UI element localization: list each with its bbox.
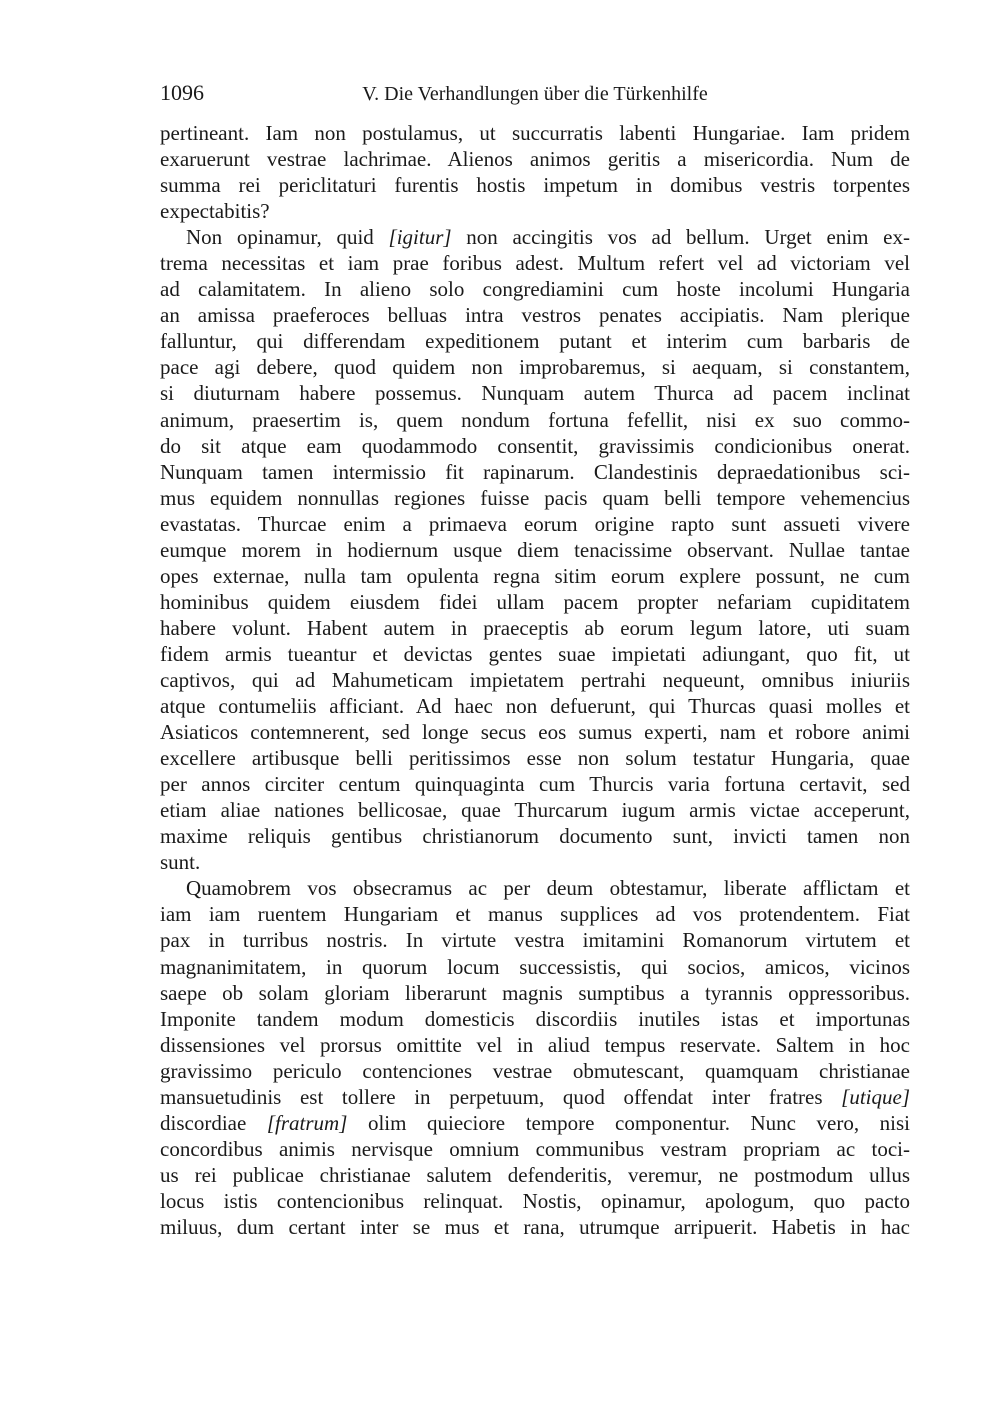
text-line: pace agi debere, quod quidem non improbaremus, si aequam, si constantem, [160,355,910,380]
text-line: fidem armis tueantur et devictas gentes suae impietati adiungant, quo fit, ut [160,641,910,666]
text-line: pax in turribus nostris. In virtute vestra imitamini Romanorum virtutem et [160,928,910,953]
text-line: exaruerunt vestrae lachrimae. Alienos animos geritis a misericordia. Num de [160,147,910,172]
text-line: si diuturnam habere possemus. Nunquam autem Thurca ad pacem inclinat [160,381,910,406]
text-line: saepe ob solam gloriam liberarunt magnis sumptibus a tyrannis oppressoribus. [160,980,910,1005]
text-line: Asiaticos contemnerent, sed longe secus eos sumus experti, nam et robore animi [160,720,910,745]
text-line: mansuetudinis est tollere in perpetuum, quod offendat inter fratres [utique] [160,1084,910,1109]
text-line: ad calamitatem. In alieno solo congrediamini cum hoste incolumi Hungaria [160,277,910,302]
text-line: Quamobrem vos obsecramus ac per deum obtestamur, liberate afflictam et [186,876,910,901]
text-line: iam iam ruentem Hungariam et manus supplices ad vos protendentem. Fiat [160,902,910,927]
text-line: Nunquam tamen intermissio fit rapinarum. Clandestinis depraedationibus sci- [160,459,910,484]
text-line: atque contumeliis afficiant. Ad haec non defuerunt, qui Thurcas quasi molles et [160,694,910,719]
editorial-insertion: [igitur] [388,225,452,250]
text-line: discordiae [fratrum] olim quieciore tempore componentur. Nunc vero, nisi [160,1110,911,1135]
text-line: an amissa praeferoces belluas intra vestros penates accipiatis. Nam plerique [160,303,910,328]
text-line: eumque morem in hodiernum usque diem tenacissime observant. Nullae tantae [160,537,910,562]
text-line: Non opinamur, quid [igitur] non accingitis vos ad bellum. Urget enim ex- [186,225,910,250]
text-line: mus equidem nonnullas regiones fuisse pacis quam belli tempore vehemencius [160,485,910,510]
text-line: concordibus animis nervisque omnium communibus vestram propriam ac toci- [160,1136,910,1161]
text-line: sunt. [160,850,201,875]
text-line: miluus, dum certant inter se mus et rana, utrumque arripuerit. Habetis in hac [160,1214,910,1239]
running-title: V. Die Verhandlungen über die Türkenhilfe [362,83,708,105]
page-number: 1096 [160,80,204,105]
text-line: locus istis contencionibus relinquat. Nostis, opinamur, apologum, quo pacto [160,1188,910,1213]
text-line: expectabitis? [160,199,270,224]
text-line: maxime reliquis gentibus christianorum documento sunt, invicti tamen non [160,824,910,849]
body-text [160,120,910,1240]
text-line: excellere artibusque belli peritissimos esse non solum testatur Hungaria, quae [160,746,910,771]
editorial-insertion: [fratrum] [266,1110,348,1135]
text-line: captivos, qui ad Mahumeticam impietatem pertrahi nequeunt, omnibus iniuriis [160,667,910,692]
text-line: evastatas. Thurcae enim a primaeva eorum origine rapto sunt assueti vivere [160,511,910,536]
text-line: pertineant. Iam non postulamus, ut succurratis labenti Hungariae. Iam pridem [160,121,910,145]
text-line: gravissimo periculo contenciones vestrae obmutescant, quamquam christianae [160,1058,910,1083]
text-line: trema necessitas et iam prae foribus adest. Multum refert vel ad victoriam vel [160,251,910,276]
text-line: do sit atque eam quodammodo consentit, gravissimis condicionibus onerat. [160,433,910,458]
text-line: magnanimitatem, in quorum locum successistis, qui socios, amicos, vicinos [160,954,910,979]
text-line: animum, praesertim is, quem nondum fortuna fefellit, nisi ex suo commo- [160,407,910,432]
text-line: hominibus quidem eiusdem fidei ullam pacem propter nefariam cupiditatem [160,589,910,614]
text-line: habere volunt. Habent autem in praeceptis ab eorum legum latore, uti suam [160,615,910,640]
text-line: per annos circiter centum quinquaginta cum Thurcis varia fortuna certavit, sed [160,772,910,797]
text-line: falluntur, qui differendam expeditionem putant et interim cum barbaris de [160,329,910,354]
text-line: summa rei periclitaturi furentis hostis impetum in domibus vestris torpentes [160,173,910,198]
running-header [160,80,910,110]
editorial-insertion: [utique] [841,1084,910,1109]
text-line: Imponite tandem modum domesticis discordiis inutiles istas et importunas [160,1006,910,1031]
text-line: etiam aliae nationes bellicosae, quae Thurcarum iugum armis victae acceperunt, [160,798,910,823]
text-line: opes externae, nulla tam opulenta regna sitim eorum explere possunt, ne cum [160,563,910,588]
text-line: us rei publicae christianae salutem defenderitis, veremur, ne postmodum ullus [160,1162,910,1187]
text-line: dissensiones vel prorsus omittite vel in aliud tempus reservate. Saltem in hoc [160,1032,910,1057]
